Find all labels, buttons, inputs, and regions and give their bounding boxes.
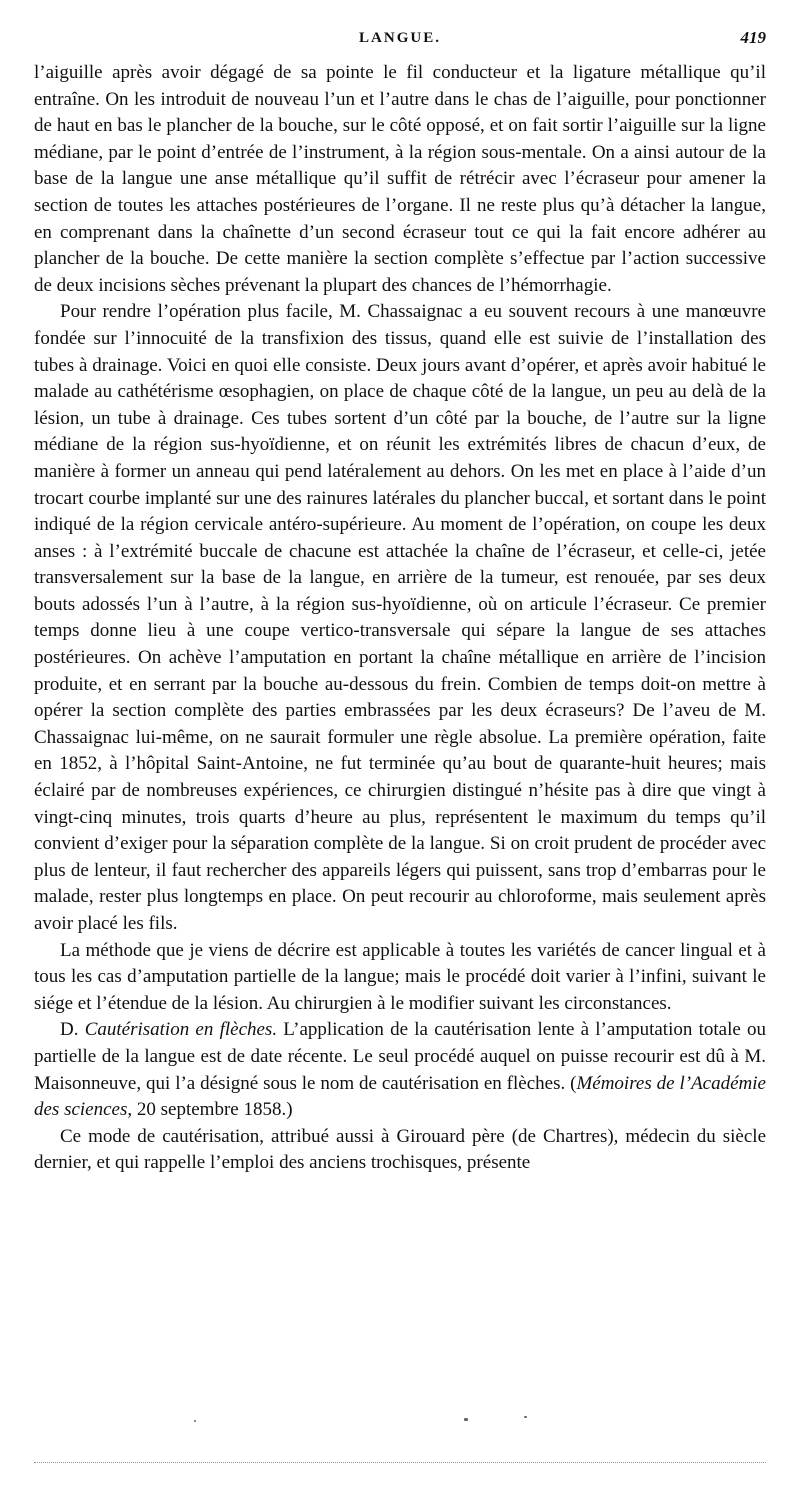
section-text: L’application de la cautérisation lente à l’amputation totale ou partielle de la langue est de date récente. Le seul procédé auquel on puisse recourir est dû à M. Maisonneuve, qui l’a désigné sous le nom de cautérisation en flèches. (: [34, 1019, 767, 1094]
ink-speck: [194, 1420, 196, 1422]
paragraph-1: l’aiguille après avoir dégagé de sa pointe le fil conducteur et la ligature métallique qu’il entraîne. On les introduit de nouveau l’un et l’autre dans le chas de l’aiguille, pour ponctionner de haut en bas le plancher de la bouche, sur le côté opposé, et on fait sortir l’aiguille sur la ligne médiane, par le point d’entrée de l’instrument, à la région sous-mentale. On a ainsi autour de la base de la langue une anse métallique qu’il suffit de rétrécir avec l’écraseur pour amener la section de toutes les attaches postérieures de l’organe. Il ne reste plus qu’à détacher la langue, en comprenant dans la chaînette d’un second écraseur tout ce qui la fait encore adhérer au plancher de la bouche. De cette manière la section complète s’effectue par l’action successive de deux incisions sèches prévenant la plupart des chances de l’hémorrhagie.: [34, 62, 766, 296]
ink-speck: [464, 1418, 468, 1421]
paragraph-5: Ce mode de cautérisation, attribué aussi à Girouard père (de Chartres), médecin du siècle dernier, et qui rappelle l’emploi des anciens trochisques, présente: [34, 1125, 766, 1174]
bottom-dotted-rule: [34, 1462, 766, 1463]
section-letter: D.: [60, 1019, 79, 1041]
body-text: [34, 60, 766, 1177]
page-bottom-specks: [34, 1412, 766, 1472]
citation-date: , 20 septembre 1858.): [127, 1099, 293, 1121]
section-title: Cautérisation en flèches.: [84, 1019, 278, 1041]
running-head: LANGUE.: [359, 30, 441, 46]
citation-title: Mémoires de l’Académie des sciences: [34, 1072, 766, 1121]
paragraph-3: La méthode que je viens de décrire est applicable à toutes les variétés de cancer lingual et à tous les cas d’amputation partielle de la langue; mais le procédé doit varier à l’infini, suivant le siége et l’étendue de la lésion. Au chirurgien à le modifier suivant les circonstances.: [34, 939, 766, 1014]
paragraph-2: Pour rendre l’opération plus facile, M. Chassaignac a eu souvent recours à une manœuvre fondée sur l’innocuité de la transfixion des tissus, quand elle est suivie de l’installation des tubes à drainage. Voici en quoi elle consiste. Deux jours avant d’opérer, et après avoir habitué le malade au cathétérisme œsophagien, on place de chaque côté de la langue, un peu au delà de la lésion, un tube à drainage. Ces tubes sortent d’un côté par la bouche, de l’autre sur la ligne médiane de la région sus-hyoïdienne, et on réunit les extrémités libres de chacun d’eux, de manière à former un anneau qui pend latéralement au dehors. On les met en place à l’aide d’un trocart courbe implanté sur une des rainures latérales du plancher buccal, et sortant dans le point indiqué de la région cervicale antéro-supérieure. Au moment de l’opération, on coupe les deux anses : à l’extrémité buccale de chacune est attachée la chaîne de l’écraseur, et celle-ci, jetée transversalement sur la base de la langue, en arrière de la tumeur, est renouée, par ses deux bouts adossés l’un à l’autre, à la région sus-hyoïdienne, où on articule l’écraseur. Ce premier temps donne lieu à une coupe vertico-transversale qui sépare la langue de ses attaches postérieures. On achève l’amputation en portant la chaîne métallique en arrière de l’incision produite, et en serrant par la bouche au-dessous du frein. Combien de temps doit-on mettre à opérer la section complète des parties embrassées par les deux écraseurs? De l’aveu de M. Chassaignac lui-même, on ne saurait formuler une règle absolue. La première opération, faite en 1852, à l’hôpital Saint-Antoine, ne fut terminée qu’au bout de quarante-huit heures; mais éclairé par de nombreuses expériences, ce chirurgien distingué n’hésite pas à dire que vingt à vingt-cinq minutes, trois quarts d’heure au plus, représentent le maximum du temps qu’il convient d’exiger pour la séparation complète de la langue. Si on croit prudent de procéder avec plus de lenteur, il faut rechercher des appareils légers qui puissent, sans trop d’embarras pour le malade, rester plus longtemps en place. On peut recourir au chloroforme, mais seulement après avoir placé les fils.: [34, 301, 766, 934]
page-header: [34, 30, 766, 54]
paragraph-4-section-d: [34, 1017, 766, 1123]
book-page: [34, 30, 766, 1177]
ink-speck: [524, 1416, 527, 1418]
page-number: 419: [740, 28, 766, 47]
